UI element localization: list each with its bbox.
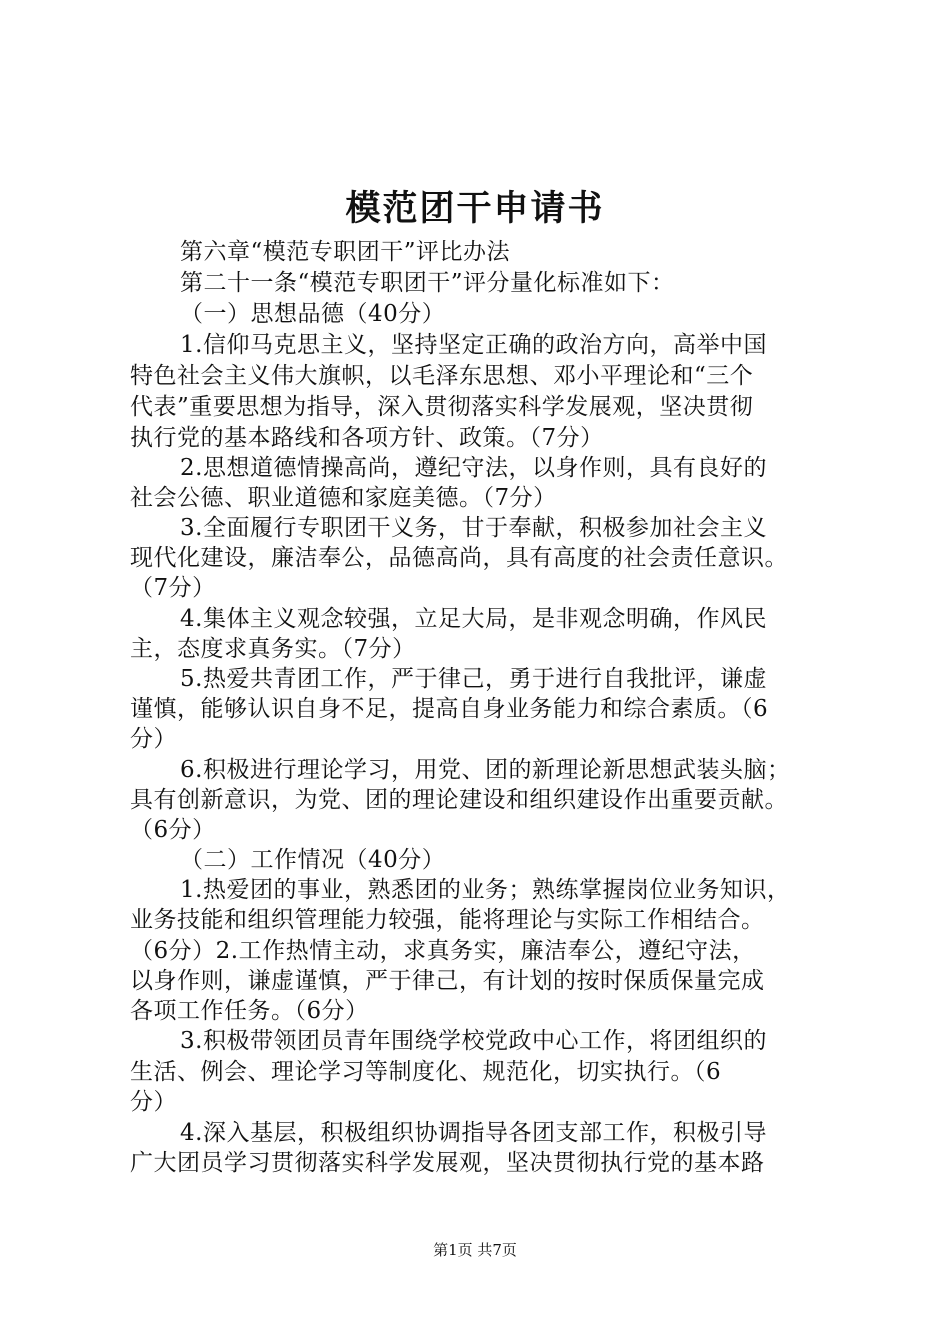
page-title: 模范团干申请书 — [345, 188, 605, 229]
text-line: （6分）2.工作热情主动，求真务实，廉洁奉公，遵纪守法， — [130, 938, 756, 964]
text-line: 具有创新意识，为党、团的理论建设和组织建设作出重要贡献。 — [130, 787, 788, 813]
text-line: 1.热爱团的事业，熟悉团的业务；熟练掌握岗位业务知识， — [180, 877, 791, 903]
text-line: （一）思想品德（40分） — [180, 301, 446, 327]
text-line: 生活、例会、理论学习等制度化、规范化，切实执行。（6 — [130, 1059, 722, 1085]
text-line: 4.集体主义观念较强，立足大局，是非观念明确，作风民 — [180, 606, 767, 632]
text-line: 主，态度求真务实。（7分） — [130, 636, 416, 662]
text-line: 广大团员学习贯彻落实科学发展观，坚决贯彻执行党的基本路 — [130, 1150, 765, 1176]
text-line: 3.全面履行专职团干义务，甘于奉献，积极参加社会主义 — [180, 515, 767, 541]
text-line: （二）工作情况（40分） — [180, 847, 446, 873]
text-line: 现代化建设，廉洁奉公，品德高尚，具有高度的社会责任意识。 — [130, 545, 788, 571]
text-line: 社会公德、职业道德和家庭美德。（7分） — [130, 485, 557, 511]
text-line: 第二十一条“模范专职团干”评分量化标准如下： — [180, 270, 675, 296]
text-line: 各项工作任务。（6分） — [130, 998, 369, 1024]
text-line: （6分） — [130, 817, 216, 843]
page-footer: 第1页 共7页 — [433, 1241, 517, 1259]
text-line: 代表”重要思想为指导，深入贯彻落实科学发展观，坚决贯彻 — [130, 394, 754, 420]
text-line: 谨慎，能够认识自身不足，提高自身业务能力和综合素质。（6 — [130, 696, 769, 722]
text-line: 第六章“模范专职团干”评比办法 — [180, 239, 511, 265]
text-line: 以身作则，谦虚谨慎，严于律己，有计划的按时保质保量完成 — [130, 968, 765, 994]
text-line: 3.积极带领团员青年围绕学校党政中心工作，将团组织的 — [180, 1028, 767, 1054]
text-line: 业务技能和组织管理能力较强，能将理论与实际工作相结合。 — [130, 907, 765, 933]
text-line: 2.思想道德情操高尚，遵纪守法，以身作则，具有良好的 — [180, 455, 767, 481]
text-line: 分） — [130, 1089, 177, 1115]
text-line: 5.热爱共青团工作，严于律己，勇于进行自我批评，谦虚 — [180, 666, 767, 692]
text-line: 6.积极进行理论学习，用党、团的新理论新思想武装头脑； — [180, 757, 791, 783]
text-line: 执行党的基本路线和各项方针、政策。（7分） — [130, 425, 604, 451]
text-line: 4.深入基层，积极组织协调指导各团支部工作，积极引导 — [180, 1120, 767, 1146]
text-line: 特色社会主义伟大旗帜，以毛泽东思想、邓小平理论和“三个 — [130, 363, 754, 389]
text-line: 1.信仰马克思主义，坚持坚定正确的政治方向，高举中国 — [180, 332, 767, 358]
text-line: （7分） — [130, 575, 216, 601]
text-line: 分） — [130, 726, 177, 752]
